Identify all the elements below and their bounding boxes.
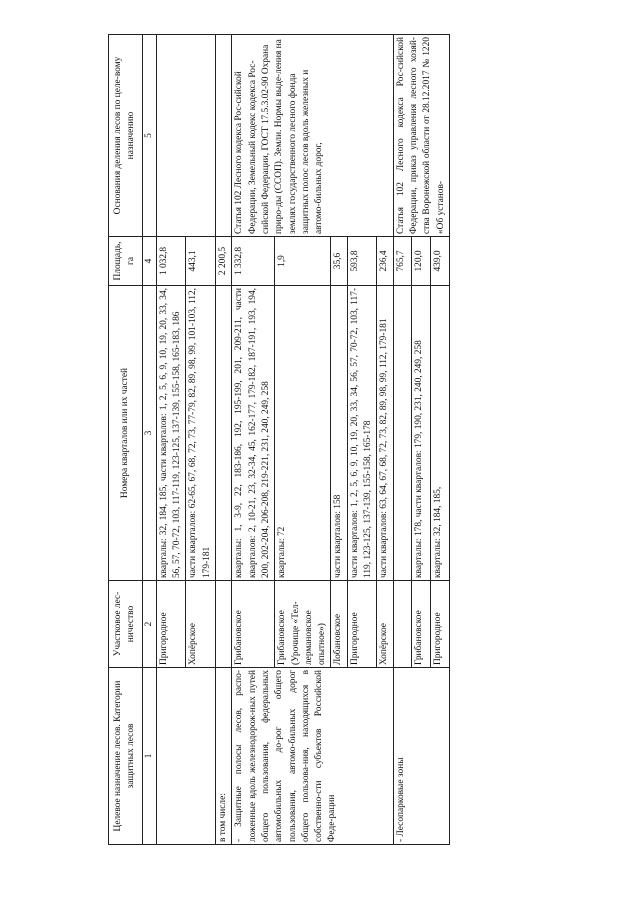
column-number: 1: [142, 668, 156, 845]
quarters-cell: части кварталов: 1, 2, 5, 6, 9, 10, 19, 20, 33, 34, 56, 57, 70-72, 103, 117-119, 123-125, 137-139, 155-158, 165-178: [347, 286, 377, 581]
column-number: 5: [142, 35, 156, 237]
quarters-cell: кварталы: 32, 184, 185, части кварталов: 1, 2, 5, 6, 9, 10, 19, 20, 33, 34, 56, 57, 70-72, 103, 117-119, 123-125, 137-139, 155-158, 165-183, 186: [156, 286, 186, 581]
basis-cell: [216, 35, 232, 237]
quarters-cell: кварталы: 72: [275, 286, 331, 581]
column-number-row: [142, 35, 156, 845]
forestry-cell: Грибановское (Урочище «Тел-лермановское опытное»): [275, 581, 331, 668]
column-number: 4: [142, 237, 156, 286]
purpose-cell: [156, 668, 215, 845]
quarters-cell: кварталы: 32, 184, 185,: [431, 286, 450, 581]
forestry-cell: Грибановское: [412, 581, 431, 668]
area-cell: 765,7: [393, 237, 412, 286]
quarters-cell: [216, 286, 232, 581]
quarters-cell: [393, 286, 412, 581]
forestry-cell: Пригородное: [156, 581, 186, 668]
area-cell: 236,4: [377, 237, 393, 286]
quarters-cell: кварталы: 1, 3-9, 22, 183-186, 192, 195-199, 201, 209-211, части кварталов: 2, 10-21, 23, 32-34, 45, 162-177, 179-182, 187-191, 193, 194, 200, 202-204, 206-208, 219-221, 231, 240, 249, 258: [232, 286, 275, 581]
forestry-cell: [393, 581, 412, 668]
header-purpose: Целевое назначение лесов. Категории защитных лесов: [109, 668, 143, 845]
forestry-cell: Лобановское: [331, 581, 347, 668]
forestry-cell: Пригородное: [347, 581, 377, 668]
area-cell: 443,1: [186, 237, 216, 286]
area-cell: 439,0: [431, 237, 450, 286]
area-cell: 35,6: [331, 237, 347, 286]
purpose-cell: - Лесопарковые зоны: [393, 668, 449, 845]
protective-forests-table: [108, 34, 450, 845]
basis-cell: Статья 102 Лесного кодекса Рос-сийской Федерации, Земельный кодекс кодекса Рос-сийской Федерации, ГОСТ 17.5.3.02-90 Охрана приро-ды (ССОП). Земли. Нормы выде-ления на землях государственного лесного фонда защитных полос лесов вдоль железных и автомо-бильных дорог,: [232, 35, 393, 237]
header-basis: Основания деления лесов по целе-вому назначению: [109, 35, 143, 237]
header-forestry: Участковое лес-ничество: [109, 581, 143, 668]
table-row: [216, 35, 232, 845]
header-quarters: Номера кварталов или их частей: [109, 286, 143, 581]
quarters-cell: части кварталов: 63, 64, 67, 68, 72, 73, 82, 89, 98, 99, 112, 179-181: [377, 286, 393, 581]
column-number: 3: [142, 286, 156, 581]
area-cell: 2 200,5: [216, 237, 232, 286]
forestry-cell: [216, 581, 232, 668]
area-cell: 593,8: [347, 237, 377, 286]
area-cell: 120,0: [412, 237, 431, 286]
quarters-cell: кварталы: 178, части кварталов: 179, 190, 231, 240, 249, 258: [412, 286, 431, 581]
basis-cell: [156, 35, 215, 237]
area-cell: 1 332,8: [232, 237, 275, 286]
rotated-table-container: [108, 37, 580, 845]
quarters-cell: части кварталов: 62-65, 67, 68, 72, 73, 77-79, 82, 89, 98, 99, 101-103, 112, 179-181: [186, 286, 216, 581]
column-number: 2: [142, 581, 156, 668]
forestry-cell: Грибановское: [232, 581, 275, 668]
table-header-row: [109, 35, 143, 845]
area-cell: 1,9: [275, 237, 331, 286]
forestry-cell: Пригородное: [431, 581, 450, 668]
forestry-cell: Хопёрское: [377, 581, 393, 668]
area-cell: 1 032,8: [156, 237, 186, 286]
basis-cell: Статья 102 Лесного кодекса Рос-сийской Федерации, приказ управления лесного хозяй-ства Воронежской области от 28.12.2017 № 1220 «Об установ-: [393, 35, 449, 237]
table-row: [156, 35, 186, 845]
quarters-cell: части кварталов: 158: [331, 286, 347, 581]
header-area: Площадь, га: [109, 237, 143, 286]
purpose-cell: в том числе:: [216, 668, 232, 845]
forestry-cell: Хопёрское: [186, 581, 216, 668]
purpose-cell: - Защитные полосы лесов, распо-ложенные вдоль железнодорож-ных путей общего пользования, федеральных автомобильных до-рог общего пользования, автомо-бильных дорог общего пользова-ния, находящихся в собственно-сти субъектов Российской Феде-рации: [232, 668, 393, 845]
table-row: [232, 35, 275, 845]
table-row: [393, 35, 412, 845]
